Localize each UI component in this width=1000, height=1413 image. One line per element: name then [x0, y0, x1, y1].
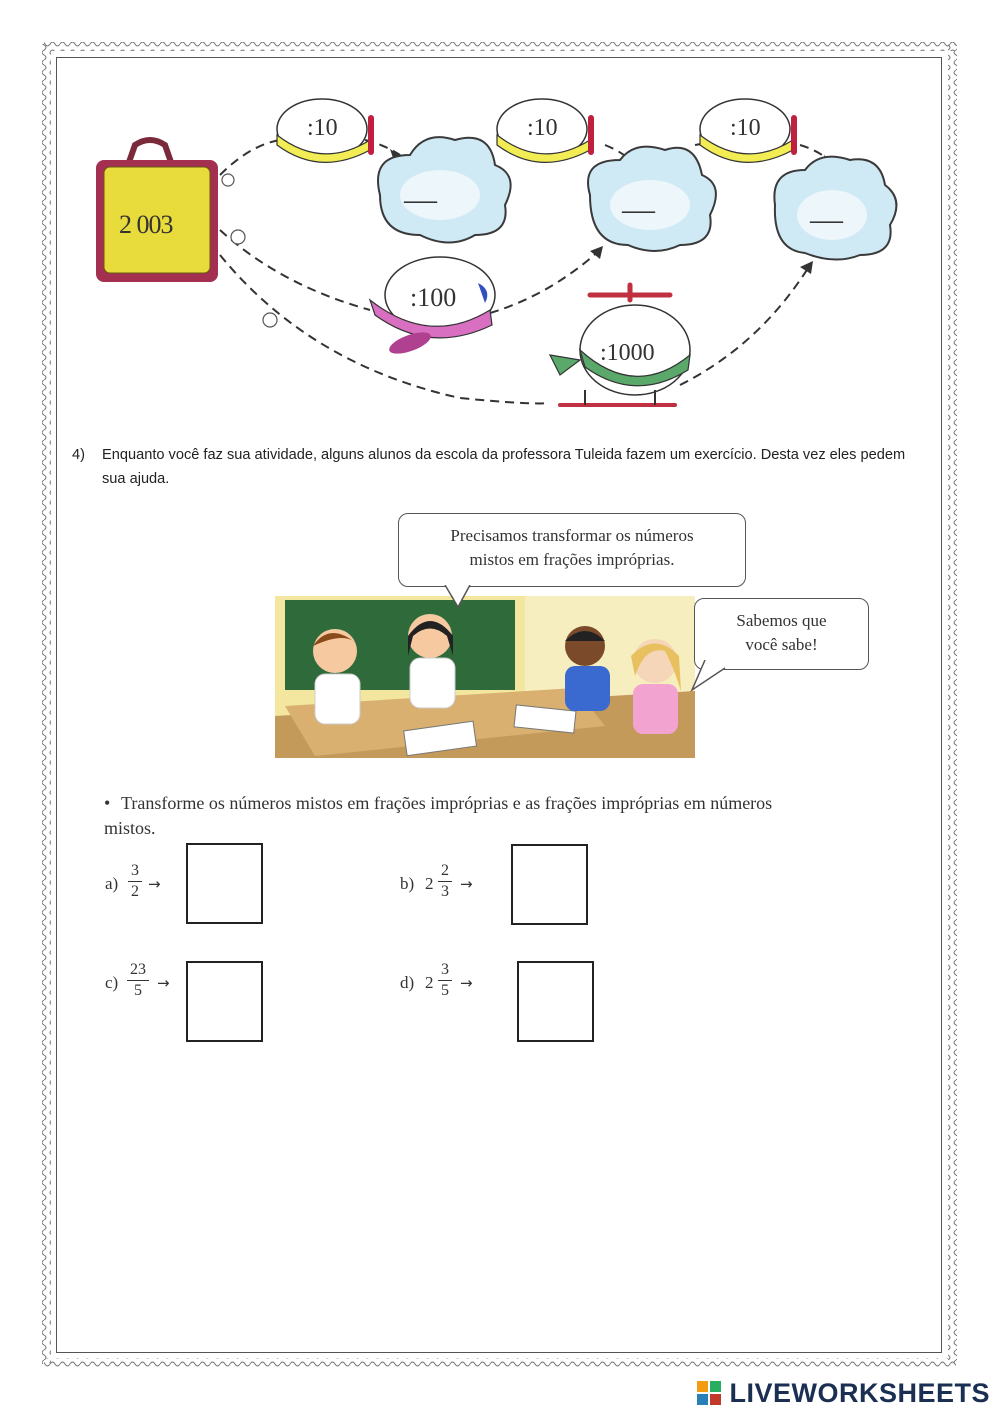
- cloud1-blank[interactable]: ___: [404, 180, 437, 205]
- division-illustration: [80, 85, 910, 420]
- helicopter-label: :1000: [600, 340, 655, 366]
- exercise-a-arrow: →: [148, 875, 161, 893]
- exercise-a-numerator: 3: [131, 862, 139, 879]
- child-1-icon: [313, 629, 360, 724]
- exercise-a-denominator: 2: [131, 883, 139, 900]
- speech-bubble-1: [398, 513, 746, 587]
- question-4: [72, 443, 932, 491]
- exercise-b-numerator: 2: [441, 862, 449, 879]
- exercise-d-answer-box[interactable]: [517, 961, 594, 1042]
- question-text: Enquanto você faz sua atividade, alguns alunos da escola da professora Tuleida fazem um exercício. Desta vez eles pedem sua ajuda.: [102, 447, 906, 487]
- exercise-d-denominator: 5: [441, 982, 449, 999]
- instruction: [104, 791, 904, 841]
- exercise-b-arrow: →: [460, 875, 473, 893]
- bag-value: 2 003: [119, 210, 173, 239]
- exercise-c-denominator: 5: [134, 982, 142, 999]
- exercise-d-whole: 2: [425, 973, 434, 992]
- exercise-b-label: b): [400, 874, 415, 893]
- exercise-a-label: a): [105, 874, 119, 893]
- cloud3-blank[interactable]: ___: [810, 200, 843, 225]
- speech-bubble-2-line2: você sabe!: [745, 635, 818, 654]
- speech-bubble-2-line1: Sabemos que: [736, 611, 827, 630]
- liveworksheets-brand[interactable]: LIVEWORKSHEETS: [729, 1378, 990, 1408]
- exercise-b-denominator: 3: [441, 883, 449, 900]
- speech-bubble-1-tail: [440, 585, 480, 610]
- exercise-d-numerator: 3: [441, 961, 449, 978]
- exercise-d-label: d): [400, 973, 415, 992]
- exercise-c-label: c): [105, 973, 119, 992]
- exercise-c-answer-box[interactable]: [186, 961, 263, 1042]
- instruction-line-2: mistos.: [104, 818, 156, 838]
- cloud2-blank[interactable]: ___: [622, 190, 655, 215]
- exercise-a-answer-box[interactable]: [186, 843, 263, 924]
- exercise-b-answer-box[interactable]: [511, 844, 588, 925]
- exercise-a-fraction: [128, 862, 142, 901]
- exercise-d-arrow: →: [460, 974, 473, 992]
- question-number: 4): [72, 447, 85, 463]
- exercise-d-fraction: [438, 961, 452, 1000]
- exercise-c-fraction: [127, 961, 149, 1000]
- instruction-bullet: •: [104, 793, 111, 813]
- exercise-b-whole: 2: [425, 874, 434, 893]
- child-4-icon: [631, 639, 681, 734]
- pink-plane-label: :100: [410, 283, 457, 312]
- instruction-line-1: Transforme os números mistos em frações impróprias e as frações impróprias em números: [121, 793, 773, 813]
- speech-bubble-1-line1: Precisamos transformar os números: [450, 526, 694, 545]
- exercise-b-fraction: [438, 862, 452, 901]
- plane1-label: :10: [307, 115, 338, 141]
- exercise-c-arrow: →: [157, 974, 170, 992]
- child-3-icon: [565, 626, 610, 711]
- speech-bubble-1-line2: mistos em frações impróprias.: [469, 550, 675, 569]
- classroom-illustration: [275, 596, 695, 758]
- exercise-c-numerator: 23: [130, 961, 146, 978]
- speech-bubble-2-tail: [690, 660, 735, 695]
- plane3-label: :10: [730, 115, 761, 141]
- child-2-icon: [408, 614, 455, 708]
- plane2-label: :10: [527, 115, 558, 141]
- liveworksheets-logo-icon: [697, 1381, 721, 1405]
